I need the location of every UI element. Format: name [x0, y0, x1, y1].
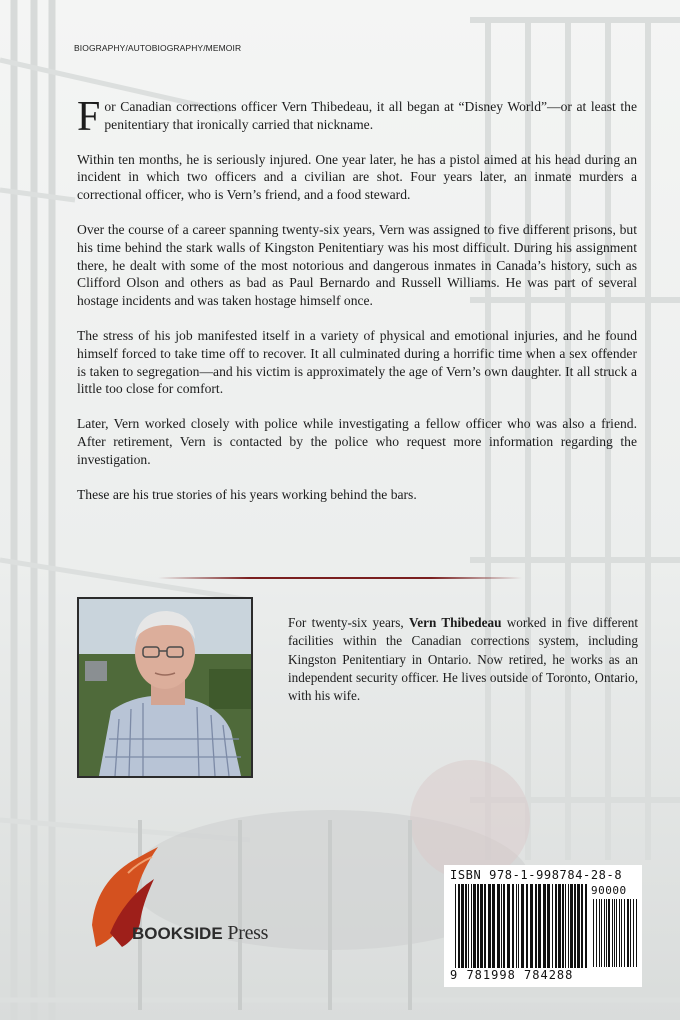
isbn-number: ISBN 978-1-998784-28-8: [450, 868, 623, 882]
barcode-bar: [633, 899, 634, 967]
barcode-bar: [465, 884, 467, 968]
barcode-bar: [543, 884, 546, 968]
barcode-bar: [484, 884, 486, 968]
barcode-bars: [455, 884, 587, 968]
barcode-bar: [503, 884, 505, 968]
barcode-bar: [488, 884, 491, 968]
ean-number: 9 781998 784288: [450, 968, 574, 982]
barcode-bar: [547, 884, 550, 968]
barcode-bar: [471, 884, 472, 968]
barcode-bar: [468, 884, 469, 968]
barcode-bar: [535, 884, 537, 968]
barcode-bar: [581, 884, 583, 968]
barcode-bar: [636, 899, 637, 967]
barcode-bar: [621, 899, 622, 967]
barcode-bar: [630, 899, 631, 967]
barcode-bar: [501, 884, 502, 968]
barcode-bar: [601, 899, 602, 967]
barcode-bar: [526, 884, 528, 968]
barcode-bar: [492, 884, 495, 968]
barcode-bar: [574, 884, 576, 968]
barcode-addon-bars: [593, 899, 637, 967]
publisher-name: BOOKSIDE Press: [132, 922, 269, 944]
barcode-bar: [619, 899, 620, 967]
blurb-paragraph-3: Over the course of a career spanning twenty-six years, Vern was assigned to five different prisons, but his time behind the stark walls of Kingston Penitentiary was his most difficult. During his assignment there, he dealt with some of the most notorious and dangerous inmates in Canada’s history, such as Clifford Olson and others as bad as Paul Bernardo and Russell Williams. He was part of several hostage incidents and was taken hostage himself once.: [77, 221, 637, 309]
section-divider: [158, 577, 522, 579]
barcode-bar: [507, 884, 510, 968]
blurb-paragraph-5: Later, Vern worked closely with police while investigating a fellow officer who was also a friend. After retirement, Vern is contacted by the police who request more information regarding the investigation.: [77, 416, 637, 467]
barcode-bar: [558, 884, 561, 968]
blurb-paragraph-6: These are his true stories of his years working behind the bars.: [77, 486, 417, 502]
price-code: 90000: [591, 884, 627, 897]
barcode-bar: [565, 884, 566, 968]
barcode-bar: [477, 884, 479, 968]
barcode-bar: [473, 884, 476, 968]
barcode-bar: [593, 899, 594, 967]
barcode-bar: [461, 884, 464, 968]
barcode-bar: [616, 899, 617, 967]
barcode-bar: [612, 899, 613, 967]
barcode-bar: [521, 884, 524, 968]
blurb-paragraph-4: The stress of his job manifested itself in a variety of physical and emotional injuries, and he found himself forced to take time off to recover. It all culminated during a horrific time when a sex offender is taken to segregation—and his victim is approximately the age of Vern’s own daughter. It all struck a little too close for comfort.: [77, 327, 637, 397]
author-photo: [77, 597, 253, 778]
barcode-bar: [604, 899, 605, 967]
drop-cap: F: [77, 94, 101, 140]
barcode-bar: [570, 884, 573, 968]
barcode-bar: [562, 884, 564, 968]
blurb-paragraph-1: For Canadian corrections officer Vern Thibedeau, it all began at “Disney World”—or at least the penitentiary that ironically carried that nickname.: [77, 94, 637, 140]
barcode-bar: [568, 884, 569, 968]
blurb-paragraph-2: Within ten months, he is seriously injured. One year later, he has a pistol aimed at his head during an incident in which two officers and a civilian are shot. Four years later, an inmate murders a correctional officer, who is Vern’s friend, and a food steward.: [77, 151, 637, 203]
barcode-bar: [538, 884, 541, 968]
barcode-bar: [552, 884, 553, 968]
author-name: Vern Thibedeau: [408, 615, 502, 630]
barcode-bar: [555, 884, 557, 968]
barcode-bar: [516, 884, 517, 968]
barcode-bar: [497, 884, 500, 968]
barcode-bar: [614, 899, 615, 967]
barcode-bar: [627, 899, 629, 967]
barcode-bar: [585, 884, 587, 968]
barcode-bar: [455, 884, 456, 968]
barcode-bar: [596, 899, 597, 967]
barcode-bar: [624, 899, 625, 967]
barcode-bar: [577, 884, 580, 968]
genre-category: BIOGRAPHY/AUTOBIOGRAPHY/MEMOIR: [74, 43, 242, 53]
barcode-bar: [458, 884, 460, 968]
barcode-bar: [599, 899, 600, 967]
barcode-bar: [512, 884, 514, 968]
back-cover-blurb: [77, 94, 637, 520]
barcode-bar: [518, 884, 519, 968]
barcode-bar: [606, 899, 607, 967]
author-bio: For twenty-six years, Vern Thibedeau worked in five different facilities within the Canadian corrections system, including Kingston Penitentiary in Ontario. Now retired, he works as an independent security officer. He lives outside of Toronto, Ontario, with his wife.: [288, 615, 638, 704]
barcode-bar: [608, 899, 610, 967]
barcode-bar: [480, 884, 483, 968]
barcode-bar: [530, 884, 533, 968]
